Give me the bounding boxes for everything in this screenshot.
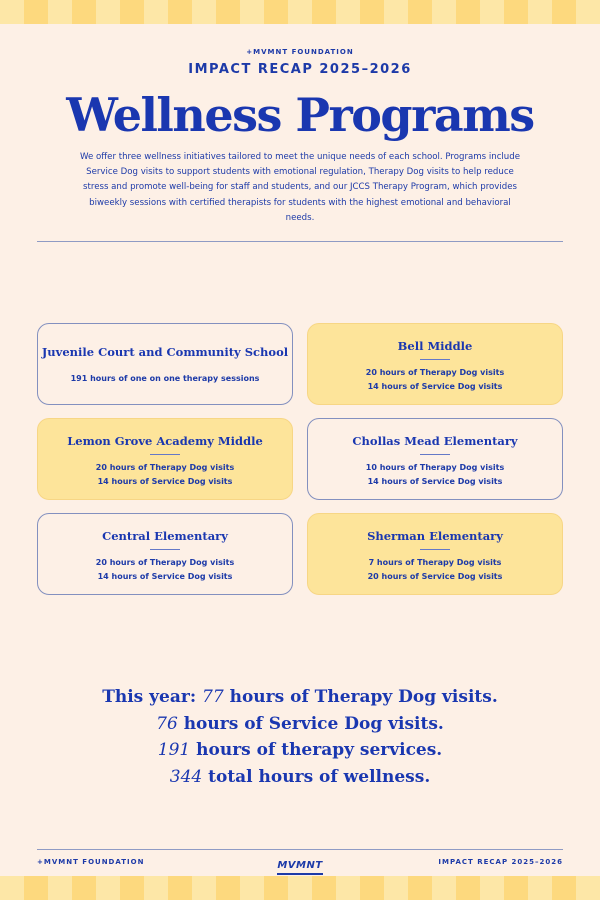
footer-org: +MVMNT FOUNDATION — [37, 858, 145, 866]
top-stripe-band — [0, 0, 600, 24]
divider-top — [37, 241, 563, 242]
school-stat: 14 hours of Service Dog visits — [367, 476, 503, 486]
school-stat: 20 hours of Service Dog visits — [367, 571, 503, 581]
school-card-lemon-grove — [37, 418, 293, 500]
summary-suffix: hours of Service Dog visits. — [177, 713, 444, 734]
summary-number: 344 — [169, 766, 203, 787]
card-divider — [150, 365, 180, 366]
school-card-bell-middle — [307, 323, 563, 405]
summary-line-total — [0, 764, 600, 791]
recap-title: IMPACT RECAP 2025–2026 — [188, 62, 412, 77]
org-name: +MVMNT FOUNDATION — [246, 48, 354, 56]
summary-suffix: hours of Therapy Dog visits. — [223, 687, 498, 707]
summary-line-therapy-services — [0, 737, 600, 764]
card-divider — [420, 454, 450, 455]
school-stat: 10 hours of Therapy Dog visits — [365, 463, 505, 472]
school-card-central — [37, 513, 293, 595]
card-divider — [420, 549, 450, 550]
summary-number: 76 — [156, 713, 178, 734]
summary-number: 77 — [202, 687, 224, 707]
school-stat: 14 hours of Service Dog visits — [97, 571, 233, 581]
summary-suffix: hours of therapy services. — [190, 740, 443, 760]
divider-bottom — [37, 849, 563, 850]
school-stat: 20 hours of Therapy Dog visits — [95, 463, 235, 472]
summary-number: 191 — [157, 740, 191, 760]
summary-line-service-dog — [0, 711, 600, 738]
school-stat: 20 hours of Therapy Dog visits — [365, 368, 505, 377]
card-divider — [420, 359, 450, 360]
school-name: Juvenile Court and Community School — [41, 345, 289, 359]
card-divider — [150, 454, 180, 455]
school-name: Central Elementary — [102, 529, 228, 543]
school-stat: 191 hours of one on one therapy sessions — [70, 374, 260, 383]
school-name: Chollas Mead Elementary — [352, 434, 518, 448]
page-title: Wellness Programs — [66, 88, 534, 142]
school-name: Sherman Elementary — [367, 529, 503, 543]
summary-prefix: This year: — [102, 687, 203, 707]
school-stat: 14 hours of Service Dog visits — [97, 476, 233, 486]
school-card-sherman — [307, 513, 563, 595]
intro-paragraph: We offer three wellness initiatives tailored to meet the unique needs of each school. Programs include Service Dog visits to support students with emotional regulation, Therapy Dog visits to help reduce stress and promote well-being for staff and students, and our JCCS Therapy Program, which provides biweekly sessions with certified therapists for students with the highest emotional and behavioral needs. — [79, 152, 520, 223]
school-name: Bell Middle — [397, 339, 473, 353]
mvmnt-logo: MVMNT — [277, 860, 322, 875]
school-name: Lemon Grove Academy Middle — [67, 434, 263, 448]
summary-block — [0, 684, 600, 790]
school-stat: 14 hours of Service Dog visits — [367, 381, 503, 391]
school-card-juvenile-court — [37, 323, 293, 405]
school-stat: 20 hours of Therapy Dog visits — [95, 558, 235, 567]
school-stat: 7 hours of Therapy Dog visits — [368, 558, 502, 567]
school-card-chollas-mead — [307, 418, 563, 500]
summary-suffix: total hours of wellness. — [202, 766, 431, 787]
summary-line-therapy-dog — [0, 684, 600, 711]
card-divider — [150, 549, 180, 550]
bottom-stripe-band — [0, 876, 600, 900]
footer-recap: IMPACT RECAP 2025–2026 — [438, 858, 563, 866]
